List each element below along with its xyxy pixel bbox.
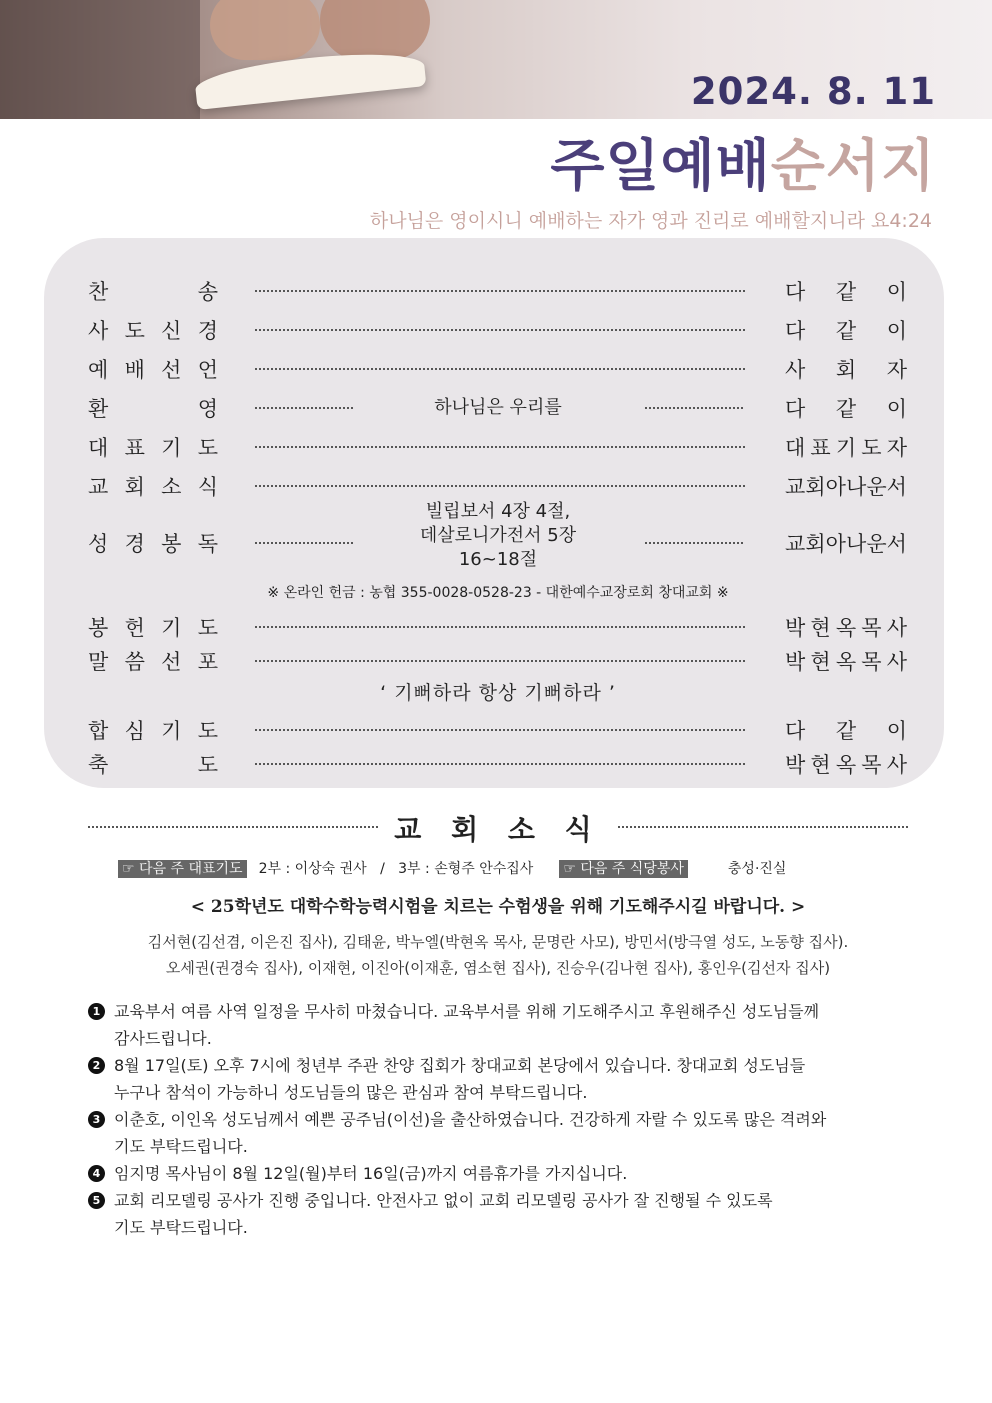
order-row bbox=[88, 354, 908, 388]
order-row bbox=[88, 646, 908, 680]
order-label bbox=[88, 528, 218, 558]
order-leader-char: 같 bbox=[835, 397, 857, 421]
next-meal: 충성·진실 bbox=[727, 861, 787, 877]
order-leader-char: 다 bbox=[785, 719, 806, 743]
news-item bbox=[88, 998, 918, 1052]
order-leader-char: 아 bbox=[825, 475, 846, 499]
order-label bbox=[88, 315, 218, 345]
order-leader-char: 도 bbox=[861, 436, 882, 460]
order-label-char: 심 bbox=[124, 719, 145, 743]
news-item-line: 감사드립니다. bbox=[114, 1029, 212, 1048]
order-leader-char: 옥 bbox=[835, 650, 857, 674]
student-names bbox=[88, 929, 908, 981]
header-verse: 하나님은 영이시니 예배하는 자가 영과 진리로 예배할지니라 요4:24 bbox=[369, 210, 932, 232]
dotted-leader bbox=[255, 729, 745, 731]
order-label-char: 포 bbox=[197, 650, 218, 674]
order-label-char: 도 bbox=[197, 719, 218, 743]
order-leader-char: 회 bbox=[805, 475, 826, 499]
dotted-leader bbox=[255, 446, 745, 448]
dotted-leader bbox=[645, 542, 743, 544]
order-leader-char: 옥 bbox=[835, 616, 857, 640]
order-label-char: 씀 bbox=[124, 650, 145, 674]
order-leader bbox=[785, 276, 907, 306]
news-item-line: 8월 17일(토) 오후 7시에 청년부 주관 찬양 집회가 창대교회 본당에서 있습니다. 창대교회 성도님들 bbox=[114, 1056, 806, 1075]
next-prayer-3: 3부 : 손형주 안수집사 bbox=[398, 861, 534, 877]
order-leader-char: 자 bbox=[886, 358, 907, 382]
news-item-line: 교회 리모델링 공사가 진행 중입니다. 안전사고 없이 교회 리모델링 공사가 잘 진행될 수 있도록 bbox=[114, 1191, 773, 1210]
order-row bbox=[88, 612, 908, 646]
order-label bbox=[88, 276, 218, 306]
order-row bbox=[88, 432, 908, 466]
order-label-char: 표 bbox=[124, 436, 145, 460]
exam-prayer-request: < 25학년도 대학수학능력시험을 치르는 수험생을 위해 기도해주시길 바랍니다. > bbox=[190, 897, 806, 917]
order-leader bbox=[785, 354, 907, 384]
order-label-char: 기 bbox=[161, 719, 182, 743]
order-label-char: 도 bbox=[124, 319, 145, 343]
order-row bbox=[88, 315, 908, 349]
order-label-char: 봉 bbox=[161, 532, 182, 556]
order-leader-char: 박 bbox=[785, 616, 806, 640]
order-label-char: 합 bbox=[88, 719, 109, 743]
student-names-line: 오세권(권경숙 집사), 이재현, 이진아(이재훈, 염소현 집사), 진승우(김나현 집사), 홍인우(김선자 집사) bbox=[165, 959, 831, 977]
order-leader bbox=[785, 393, 907, 423]
order-label-char: 도 bbox=[197, 436, 218, 460]
dotted-leader bbox=[255, 542, 353, 544]
order-leader-char: 사 bbox=[886, 616, 907, 640]
item-number-badge: 1 bbox=[88, 1003, 105, 1020]
order-label-char: 말 bbox=[88, 650, 109, 674]
news-item bbox=[88, 1106, 918, 1160]
order-leader bbox=[785, 528, 907, 558]
sermon-title: ‘ 기뻐하라 항상 기뻐하라 ’ bbox=[380, 682, 616, 704]
order-leader-char: 나 bbox=[845, 532, 867, 556]
order-label-char: 대 bbox=[88, 436, 109, 460]
order-label bbox=[88, 749, 218, 779]
order-label-char: 도 bbox=[197, 753, 218, 777]
order-label-char: 기 bbox=[161, 436, 182, 460]
order-leader bbox=[785, 612, 907, 642]
item-number-badge: 2 bbox=[88, 1057, 105, 1074]
order-leader-char: 현 bbox=[810, 650, 831, 674]
order-leader bbox=[785, 315, 907, 345]
order-label bbox=[88, 471, 218, 501]
order-description: 하나님은 우리를 bbox=[434, 397, 562, 418]
page-title bbox=[550, 122, 936, 202]
order-leader-char: 목 bbox=[861, 616, 882, 640]
student-names-line: 김서현(김선겸, 이은진 집사), 김태윤, 박누엘(박현옥 목사, 문명란 사모), 방민서(방극열 성도, 노동향 집사). bbox=[147, 933, 849, 951]
news-item bbox=[88, 1160, 918, 1187]
order-label bbox=[88, 354, 218, 384]
next-meal-tag: ☞ 다음 주 식당봉사 bbox=[559, 860, 688, 878]
item-number-badge: 3 bbox=[88, 1111, 105, 1128]
order-row bbox=[88, 715, 908, 749]
news-item-line: 누구나 참석이 가능하니 성도님들의 많은 관심과 참여 부탁드립니다. bbox=[114, 1083, 588, 1102]
order-label-char: 예 bbox=[88, 358, 109, 382]
order-description-line: 16~18절 bbox=[458, 549, 538, 570]
order-leader-char: 서 bbox=[886, 475, 907, 499]
order-leader-char: 이 bbox=[886, 719, 907, 743]
order-leader-char: 사 bbox=[785, 358, 806, 382]
news-item-line: 기도 부탁드립니다. bbox=[114, 1218, 248, 1237]
order-leader-char: 이 bbox=[886, 319, 907, 343]
order-leader-char: 이 bbox=[886, 397, 907, 421]
order-leader bbox=[785, 715, 907, 745]
news-title: 교 회 소 식 bbox=[394, 813, 602, 846]
order-leader-char: 교 bbox=[785, 532, 806, 556]
order-leader bbox=[785, 471, 907, 501]
order-row bbox=[88, 501, 908, 570]
order-label-char: 도 bbox=[197, 616, 218, 640]
dotted-leader bbox=[255, 660, 745, 662]
next-prayer-2: 2부 : 이상숙 권사 bbox=[258, 861, 367, 877]
order-label-char: 교 bbox=[88, 475, 109, 499]
order-label bbox=[88, 646, 218, 676]
news-item-line: 임지명 목사님이 8월 12일(월)부터 16일(금)까지 여름휴가를 가지십니다. bbox=[114, 1164, 628, 1183]
order-description-line: 빌립보서 4장 4절, bbox=[425, 501, 571, 522]
divider bbox=[618, 826, 908, 828]
news-item-line: 교육부서 여름 사역 일정을 무사히 마쳤습니다. 교육부서를 위해 기도해주시고 후원해주신 성도님들께 bbox=[114, 1002, 820, 1021]
next-week-duty bbox=[118, 858, 786, 878]
news-item-line: 이춘호, 이인옥 성도님께서 예쁜 공주님(이선)을 출산하였습니다. 건강하게 자랄 수 있도록 많은 격려와 bbox=[114, 1110, 827, 1129]
next-prayer-tag: ☞ 다음 주 대표기도 bbox=[118, 860, 247, 878]
order-label-char: 찬 bbox=[88, 280, 109, 304]
item-number-badge: 4 bbox=[88, 1165, 105, 1182]
order-label-char: 배 bbox=[124, 358, 145, 382]
order-leader-char: 회 bbox=[835, 358, 857, 382]
item-number-badge: 5 bbox=[88, 1192, 105, 1209]
dotted-leader bbox=[255, 368, 745, 370]
order-label-char: 봉 bbox=[88, 616, 109, 640]
online-offering-notice: ※ 온라인 헌금 : 농협 355-0028-0528-23 - 대한예수교장로회 창대교회 ※ bbox=[267, 585, 729, 601]
order-leader-char: 다 bbox=[785, 280, 806, 304]
dotted-leader bbox=[255, 329, 745, 331]
order-label bbox=[88, 393, 218, 423]
order-description bbox=[358, 500, 638, 572]
order-leader-char: 현 bbox=[810, 616, 831, 640]
order-description-line: 데살로니가전서 5장 bbox=[419, 525, 577, 546]
order-leader-char: 옥 bbox=[835, 753, 857, 777]
service-date: 2024. 8. 11 bbox=[690, 70, 936, 113]
order-label-char: 경 bbox=[197, 319, 218, 343]
order-leader-char: 이 bbox=[886, 280, 907, 304]
order-leader-char: 박 bbox=[785, 753, 806, 777]
title-part1: 주일예배 bbox=[550, 134, 771, 199]
order-row bbox=[88, 749, 908, 783]
news-item bbox=[88, 1052, 918, 1106]
order-row bbox=[88, 276, 908, 310]
dotted-leader bbox=[645, 407, 743, 409]
dotted-leader bbox=[255, 626, 745, 628]
order-label bbox=[88, 432, 218, 462]
order-leader-char: 사 bbox=[886, 650, 907, 674]
news-item-line: 기도 부탁드립니다. bbox=[114, 1137, 248, 1156]
order-leader-char: 다 bbox=[785, 397, 806, 421]
order-label-char: 축 bbox=[88, 753, 109, 777]
dotted-leader bbox=[255, 763, 745, 765]
order-label-char: 송 bbox=[197, 280, 218, 304]
dotted-leader bbox=[255, 485, 745, 487]
order-label-char: 회 bbox=[124, 475, 145, 499]
order-label-char: 언 bbox=[197, 358, 218, 382]
order-row bbox=[88, 393, 908, 427]
order-label-char: 사 bbox=[88, 319, 109, 343]
order-label-char: 식 bbox=[197, 475, 218, 499]
order-label-char: 선 bbox=[161, 650, 182, 674]
order-label bbox=[88, 612, 218, 642]
news-header bbox=[88, 808, 908, 848]
order-leader bbox=[785, 749, 907, 779]
dotted-leader bbox=[255, 290, 745, 292]
order-leader-char: 나 bbox=[845, 475, 867, 499]
title-part2: 순서지 bbox=[770, 134, 936, 199]
order-label-char: 소 bbox=[161, 475, 182, 499]
photo-shape bbox=[0, 0, 200, 119]
news-item bbox=[88, 1187, 918, 1241]
order-leader-char: 교 bbox=[785, 475, 806, 499]
order-leader-char: 자 bbox=[886, 436, 907, 460]
order-label-char: 환 bbox=[88, 397, 109, 421]
order-leader-char: 아 bbox=[825, 532, 846, 556]
order-label-char: 선 bbox=[161, 358, 182, 382]
order-leader-char: 목 bbox=[861, 650, 882, 674]
order-label-char: 헌 bbox=[124, 616, 145, 640]
order-label-char: 영 bbox=[197, 397, 218, 421]
order-leader-char: 표 bbox=[810, 436, 831, 460]
order-leader-char: 회 bbox=[805, 532, 826, 556]
order-label-char: 신 bbox=[161, 319, 182, 343]
order-leader-char: 대 bbox=[785, 436, 806, 460]
order-leader-char: 기 bbox=[835, 436, 857, 460]
order-leader bbox=[785, 646, 907, 676]
order-label-char: 성 bbox=[88, 532, 109, 556]
photo-shape bbox=[210, 0, 320, 60]
order-leader-char: 같 bbox=[835, 319, 857, 343]
order-leader-char: 목 bbox=[861, 753, 882, 777]
order-leader bbox=[785, 432, 907, 462]
order-label-char: 독 bbox=[197, 532, 218, 556]
order-leader-char: 운 bbox=[866, 475, 887, 499]
order-leader-char: 현 bbox=[810, 753, 831, 777]
order-leader-char: 사 bbox=[886, 753, 907, 777]
separator: / bbox=[380, 861, 385, 877]
news-items bbox=[88, 998, 918, 1241]
order-leader-char: 다 bbox=[785, 319, 806, 343]
photo-shape bbox=[320, 0, 430, 60]
order-leader-char: 서 bbox=[886, 532, 907, 556]
order-label-char: 경 bbox=[124, 532, 145, 556]
order-label-char: 기 bbox=[161, 616, 182, 640]
order-leader-char: 같 bbox=[835, 719, 857, 743]
order-leader-char: 운 bbox=[866, 532, 887, 556]
order-leader-char: 박 bbox=[785, 650, 806, 674]
order-label bbox=[88, 715, 218, 745]
order-leader-char: 같 bbox=[835, 280, 857, 304]
dotted-leader bbox=[255, 407, 353, 409]
